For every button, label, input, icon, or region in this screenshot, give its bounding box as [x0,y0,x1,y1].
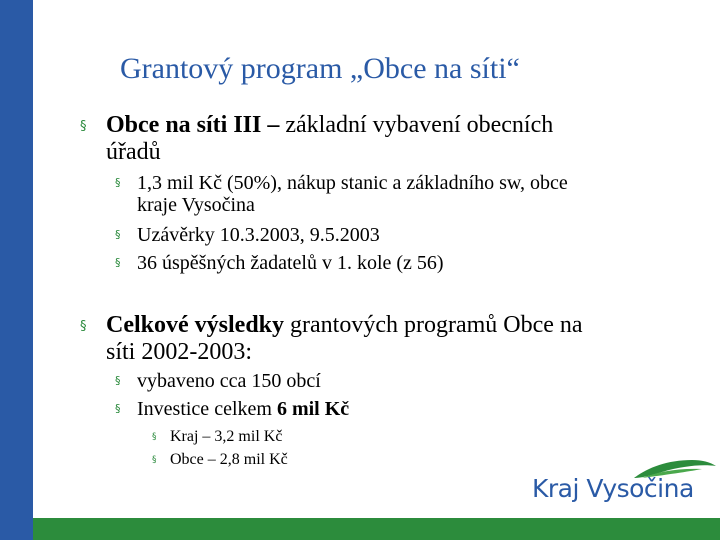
section-1-item-3 [115,252,444,274]
section-2-subitem-2 [152,451,288,469]
section-1-heading-bold: Obce na síti III – [106,112,280,138]
section-1-item-2 [115,224,380,246]
section-2-subitem-2-text: Obce – 2,8 mil Kč [170,451,288,468]
bullet-icon: § [152,432,157,442]
bullet-icon: § [115,176,121,189]
bullet-icon: § [115,256,121,269]
section-2-heading-line2: síti 2002-2003: [106,339,253,365]
section-2-subitem-1-text: Kraj – 3,2 mil Kč [170,428,283,445]
section-2-item-1-text: vybaveno cca 150 obcí [137,370,321,392]
section-1-heading [80,112,554,166]
section-1-item-1 [115,172,568,216]
section-2-heading-bold: Celkové výsledky [106,312,285,338]
section-2-item-2-bold: 6 mil Kč [276,398,350,420]
section-2-item-2-text: Investice celkem [137,398,277,420]
bullet-icon: § [115,228,121,241]
section-1-heading-line2: úřadů [106,139,161,165]
section-2-subitem-1 [152,428,283,446]
bottom-accent-bar [33,518,720,540]
section-2-heading-rest: grantových programů Obce na [284,312,583,338]
section-2-heading [80,312,583,366]
bullet-icon: § [115,374,121,387]
bullet-icon: § [80,319,87,334]
section-2-item-1 [115,370,321,392]
section-1-item-1-line2: kraje Vysočina [137,194,255,216]
bullet-icon: § [80,119,87,134]
logo-text: Kraj Vysočina [532,474,694,503]
section-1-heading-rest: základní vybavení obecních [279,112,554,138]
bullet-icon: § [152,455,157,465]
section-2-item-2 [115,398,350,420]
bullet-icon: § [115,402,121,415]
section-1-item-3-text: 36 úspěšných žadatelů v 1. kole (z 56) [137,252,444,274]
section-1-item-1-line1: 1,3 mil Kč (50%), nákup stanic a základního sw, obce [137,172,568,194]
kraj-vysocina-logo [532,452,712,516]
left-accent-bar [0,0,33,540]
section-1-item-2-text: Uzávěrky 10.3.2003, 9.5.2003 [137,224,380,246]
slide-title: Grantový program „Obce na síti“ [120,52,520,85]
